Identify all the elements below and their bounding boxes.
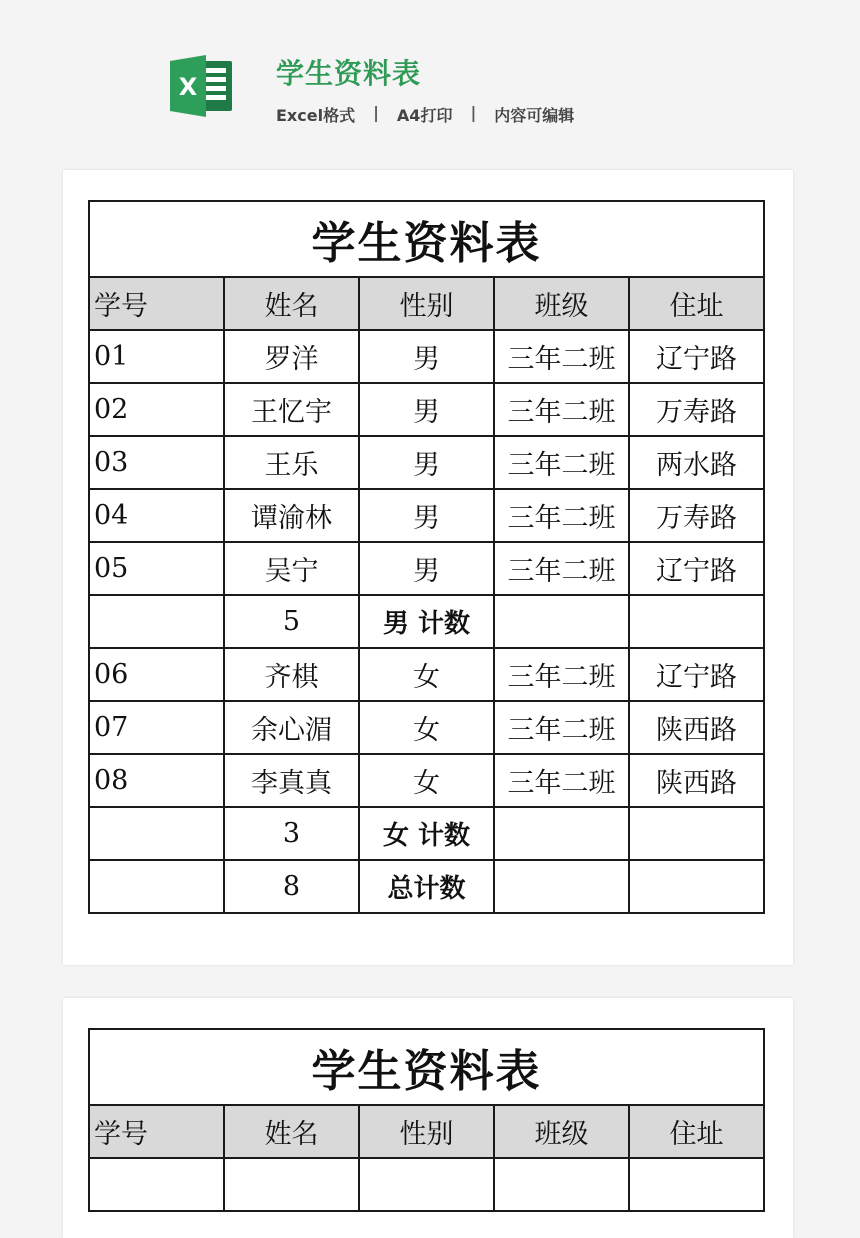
table-cell	[89, 1158, 224, 1211]
table-cell: 5	[224, 595, 359, 648]
table-cell: 万寿路	[629, 383, 764, 436]
table-cell: 三年二班	[494, 383, 629, 436]
table-cell: 08	[89, 754, 224, 807]
summary-row	[89, 860, 764, 913]
table-cell	[629, 807, 764, 860]
table-cell	[89, 807, 224, 860]
table-cell: 男	[359, 542, 494, 595]
table-cell	[494, 595, 629, 648]
table-cell: 王忆宇	[224, 383, 359, 436]
table-cell: 03	[89, 436, 224, 489]
table-cell: 男	[359, 436, 494, 489]
table-cell: 8	[224, 860, 359, 913]
table-row	[89, 754, 764, 807]
column-header: 学号	[89, 277, 224, 330]
table-cell: 男	[359, 489, 494, 542]
meta-print: A4打印	[396, 106, 453, 125]
column-header: 住址	[629, 1105, 764, 1158]
column-header: 学号	[89, 1105, 224, 1158]
table-cell: 女 计数	[359, 807, 494, 860]
column-header: 姓名	[224, 277, 359, 330]
column-header: 住址	[629, 277, 764, 330]
table-header-row	[89, 1105, 764, 1158]
table-cell: 女	[359, 701, 494, 754]
table-cell: 陕西路	[629, 754, 764, 807]
table-cell: 万寿路	[629, 489, 764, 542]
page-header	[0, 0, 860, 150]
table-cell: 辽宁路	[629, 542, 764, 595]
meta-editable: 内容可编辑	[494, 106, 575, 125]
svg-text:X: X	[178, 73, 198, 101]
table-title: 学生资料表	[89, 201, 764, 277]
table-cell: 女	[359, 648, 494, 701]
table-row	[89, 436, 764, 489]
sheet-preview-page-2	[63, 998, 793, 1238]
table-cell: 3	[224, 807, 359, 860]
table-title: 学生资料表	[89, 1029, 764, 1105]
table-cell: 01	[89, 330, 224, 383]
table-cell: 04	[89, 489, 224, 542]
excel-icon	[170, 55, 234, 117]
table-row	[89, 648, 764, 701]
table-cell: 女	[359, 754, 494, 807]
summary-row	[89, 807, 764, 860]
table-cell: 06	[89, 648, 224, 701]
table-header-row	[89, 277, 764, 330]
column-header: 班级	[494, 1105, 629, 1158]
document-title: 学生资料表	[276, 57, 422, 90]
table-row	[89, 489, 764, 542]
table-cell	[224, 1158, 359, 1211]
table-cell	[629, 1158, 764, 1211]
table-cell: 男	[359, 330, 494, 383]
table-cell: 男	[359, 383, 494, 436]
table-cell: 三年二班	[494, 754, 629, 807]
table-cell: 辽宁路	[629, 330, 764, 383]
column-header: 性别	[359, 277, 494, 330]
table-cell	[494, 1158, 629, 1211]
column-header: 班级	[494, 277, 629, 330]
meta-format: Excel格式	[276, 106, 356, 125]
table-cell: 辽宁路	[629, 648, 764, 701]
table-title-row	[89, 201, 764, 277]
meta-separator: |	[373, 103, 379, 122]
table-cell	[359, 1158, 494, 1211]
table-cell	[629, 595, 764, 648]
table-cell: 男 计数	[359, 595, 494, 648]
table-cell: 谭渝林	[224, 489, 359, 542]
table-cell: 05	[89, 542, 224, 595]
sheet-preview-page-1	[63, 170, 793, 965]
table-row	[89, 330, 764, 383]
table-cell: 三年二班	[494, 489, 629, 542]
table-title-row	[89, 1029, 764, 1105]
table-cell: 07	[89, 701, 224, 754]
table-cell: 陕西路	[629, 701, 764, 754]
table-cell: 罗洋	[224, 330, 359, 383]
student-table	[88, 200, 765, 914]
table-cell: 三年二班	[494, 701, 629, 754]
table-cell: 齐棋	[224, 648, 359, 701]
column-header: 姓名	[224, 1105, 359, 1158]
table-cell: 02	[89, 383, 224, 436]
meta-separator: |	[470, 103, 477, 122]
table-cell: 三年二班	[494, 330, 629, 383]
table-cell: 吴宁	[224, 542, 359, 595]
table-cell: 总计数	[359, 860, 494, 913]
table-cell: 李真真	[224, 754, 359, 807]
summary-row	[89, 595, 764, 648]
table-cell: 余心湄	[224, 701, 359, 754]
student-table-preview	[88, 1028, 765, 1212]
table-cell	[629, 860, 764, 913]
table-cell: 三年二班	[494, 436, 629, 489]
table-cell: 两水路	[629, 436, 764, 489]
table-row	[89, 701, 764, 754]
table-cell	[494, 860, 629, 913]
table-cell	[89, 595, 224, 648]
table-cell	[494, 807, 629, 860]
table-row	[89, 1158, 764, 1211]
table-cell: 王乐	[224, 436, 359, 489]
table-row	[89, 542, 764, 595]
column-header: 性别	[359, 1105, 494, 1158]
table-cell: 三年二班	[494, 648, 629, 701]
table-row	[89, 383, 764, 436]
document-meta	[276, 103, 574, 126]
table-cell: 三年二班	[494, 542, 629, 595]
table-cell	[89, 860, 224, 913]
